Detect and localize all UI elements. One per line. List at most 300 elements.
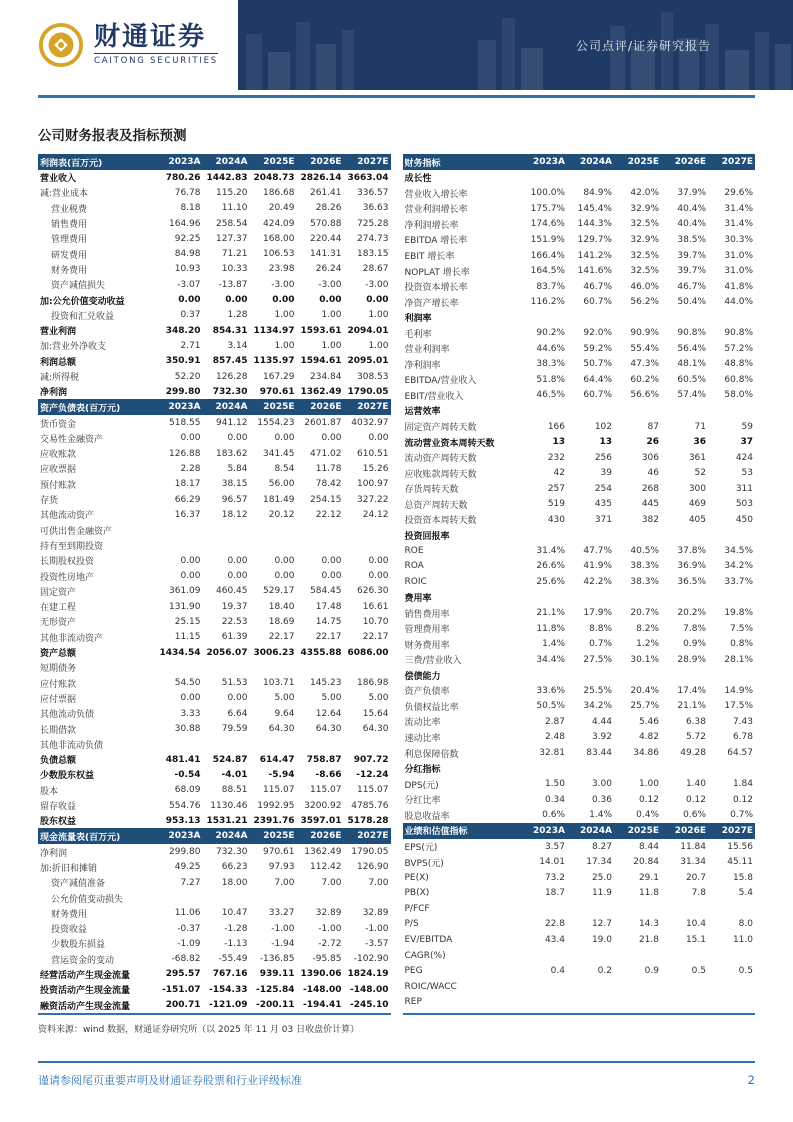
row-value: 47.3% [630, 359, 659, 370]
table-row [403, 605, 756, 621]
row-label: 财务费用 [51, 909, 88, 920]
row-value: 1134.97 [253, 325, 295, 336]
row-value: 51.8% [536, 374, 565, 385]
row-value: 38.3% [630, 561, 659, 572]
table-row [403, 419, 756, 435]
row-value: 17.9% [583, 608, 612, 619]
row-value: 102 [594, 421, 612, 432]
row-value: 1390.06 [300, 969, 342, 980]
row-value: 55.4% [630, 343, 659, 354]
year-column-header: 2023A [532, 157, 565, 167]
row-label: 销售费用 [51, 220, 88, 231]
table-row [403, 543, 756, 559]
row-label: 投资回报率 [404, 531, 450, 542]
row-value: 40.4% [677, 203, 706, 214]
row-value: 127.37 [216, 233, 248, 244]
row-value: 0.37 [180, 310, 201, 321]
row-value: -3.00 [318, 279, 342, 290]
row-label: 公允价值变动损失 [51, 894, 124, 905]
row-value: 44.0% [724, 297, 753, 308]
row-value: 1434.54 [159, 647, 201, 658]
row-label: 融资活动产生现金流量 [40, 1001, 131, 1012]
row-value: 518.55 [169, 418, 201, 429]
row-value: 14.9% [724, 685, 753, 696]
table-row [403, 886, 756, 902]
row-label: 运营效率 [404, 407, 441, 418]
row-value: 1992.95 [257, 800, 295, 811]
row-label: NOPLAT 增长率 [404, 267, 470, 278]
row-value: 450 [735, 514, 753, 525]
row-value: 71.21 [221, 249, 248, 260]
row-value: 112.42 [310, 862, 342, 873]
row-label: 应收账款 [40, 450, 77, 461]
row-value: 5.84 [227, 463, 248, 474]
row-value: 0.00 [321, 555, 342, 566]
row-value: 970.61 [259, 386, 295, 397]
financial-indicators-table [403, 154, 756, 823]
row-value: 11.84 [680, 841, 706, 852]
table-row [38, 231, 391, 246]
row-value: 350.91 [165, 356, 201, 367]
report-type-label: 公司点评/证券研究报告 [575, 38, 711, 53]
table-row [38, 676, 391, 691]
row-value: 4355.88 [300, 647, 342, 658]
row-value: 7.5% [730, 623, 753, 634]
row-value: 907.72 [353, 754, 389, 765]
row-value: 83.44 [586, 748, 612, 758]
row-label: PEG [404, 966, 423, 977]
year-column-header: 2023A [532, 825, 565, 836]
row-value: 12.7 [591, 919, 612, 930]
row-value: 2094.01 [347, 325, 389, 336]
row-label: 投资和汇兑收益 [51, 311, 115, 322]
row-value: 100.0% [530, 188, 565, 199]
row-label: 财务费用率 [404, 640, 450, 651]
table-row [403, 948, 756, 964]
row-value: 0.00 [368, 571, 389, 582]
row-value: 25.15 [174, 616, 201, 627]
year-column-header: 2026E [310, 402, 342, 413]
row-value: 0.00 [274, 433, 295, 444]
row-value: 45.11 [727, 857, 753, 868]
section-row [403, 761, 756, 777]
row-value: 30.1% [630, 654, 659, 665]
row-label: 资产减值准备 [51, 879, 106, 890]
row-value: 60.7% [583, 390, 612, 401]
table-row [403, 294, 756, 310]
row-value: 46.0% [630, 281, 659, 292]
row-value: 0.5 [738, 966, 753, 977]
row-value: 8.54 [274, 463, 295, 474]
row-value: 166 [547, 421, 565, 432]
row-value: 84.9% [583, 188, 612, 199]
row-value: 14.75 [315, 616, 342, 627]
row-value: 64.4% [583, 374, 612, 385]
row-value: 32.5% [630, 266, 659, 277]
row-value: 0.00 [227, 433, 248, 444]
row-value: 115.20 [216, 187, 248, 198]
row-value: 0.00 [180, 433, 201, 444]
table-row [403, 699, 756, 715]
row-value: -125.84 [256, 984, 295, 995]
row-label: 存货 [40, 496, 59, 507]
row-value: 336.57 [357, 187, 389, 198]
table-row [403, 792, 756, 808]
cash-flow-table [38, 828, 391, 1012]
row-value: 20.84 [633, 857, 659, 868]
row-value: 106.53 [263, 249, 295, 260]
table-row [38, 170, 391, 185]
table-row [403, 963, 756, 979]
table-row [403, 217, 756, 233]
table-row [38, 783, 391, 798]
row-value: 7.27 [180, 877, 201, 888]
row-value: 60.5% [677, 374, 706, 385]
table-row [403, 636, 756, 652]
row-value: 60.7% [583, 297, 612, 308]
row-value: -121.09 [209, 1000, 248, 1011]
row-value: 2095.01 [347, 356, 389, 367]
row-value: 36.63 [362, 203, 389, 214]
row-label: 少数股东权益 [40, 771, 95, 782]
table-row [403, 932, 756, 948]
row-value: 5.72 [685, 732, 706, 743]
row-value: 732.30 [212, 386, 248, 397]
row-value: 471.02 [310, 448, 342, 459]
row-value: 256 [594, 452, 612, 463]
row-value: 1.2% [636, 639, 659, 650]
row-value: 0.5 [691, 966, 706, 977]
table-row [38, 201, 391, 216]
row-label: 流动比率 [404, 718, 441, 729]
row-value: 90.9% [630, 328, 659, 339]
row-value: 445 [641, 499, 659, 510]
row-value: 126.28 [216, 371, 248, 382]
row-value: 0.00 [227, 693, 248, 704]
row-value: 2.48 [544, 732, 565, 743]
row-value: 1442.83 [206, 172, 248, 183]
cash_flow-header-row [38, 828, 391, 844]
row-value: 47.7% [583, 545, 612, 556]
row-value: 0.00 [274, 571, 295, 582]
row-value: 6086.00 [347, 647, 389, 658]
row-value: 524.87 [212, 754, 248, 765]
table-row [38, 767, 391, 782]
row-value: 1130.46 [210, 800, 248, 811]
row-value: -95.85 [312, 954, 342, 965]
row-label: CAGR(%) [404, 950, 446, 961]
row-value: 361.09 [169, 586, 201, 597]
row-value: 268 [641, 483, 659, 494]
row-label: 应付账款 [40, 679, 77, 690]
row-value: -13.87 [218, 279, 248, 290]
table-row [403, 388, 756, 404]
row-value: 725.28 [357, 218, 389, 229]
row-value: 27.5% [583, 654, 612, 665]
row-label: 净资产增长率 [404, 298, 459, 309]
table-row [38, 431, 391, 446]
row-value: -1.13 [224, 938, 248, 949]
row-value: -1.94 [271, 938, 295, 949]
section-row [403, 170, 756, 186]
row-label: 营业利润增长率 [404, 205, 468, 216]
row-label: 减:所得税 [40, 373, 80, 383]
row-label: 固定资产 [40, 587, 77, 598]
row-label: 其他流动负债 [40, 710, 95, 721]
row-value: 181.49 [263, 494, 295, 505]
row-value: 308.53 [357, 371, 389, 382]
row-value: -1.00 [271, 923, 295, 934]
row-value: -8.66 [315, 769, 342, 780]
row-label: 少数股东损益 [51, 940, 106, 951]
row-value: 26 [646, 437, 659, 448]
row-label: 交易性金融资产 [40, 434, 104, 445]
row-value: 0.34 [544, 794, 565, 805]
row-value: 306 [641, 452, 659, 463]
row-value: 1790.05 [347, 386, 389, 397]
row-value: 2826.14 [300, 172, 342, 183]
row-value: -68.82 [171, 954, 201, 965]
row-value: 141.6% [577, 266, 612, 277]
table-row [38, 630, 391, 645]
table-title: 现金流量表(百万元) [40, 832, 121, 843]
row-label: REP [404, 997, 422, 1008]
row-value: 1.00 [368, 340, 389, 351]
row-value: 28.26 [315, 203, 342, 214]
table-row [38, 338, 391, 353]
row-value: 10.47 [221, 908, 248, 919]
year-column-header: 2027E [357, 831, 389, 842]
row-label: 长期股权投资 [40, 557, 95, 568]
income_statement-header-row [38, 154, 391, 170]
row-value: 57.4% [677, 390, 706, 401]
row-value: 0.9 [644, 966, 659, 977]
row-value: 5178.28 [347, 815, 389, 826]
row-value: 232 [547, 452, 565, 463]
row-value: 469 [688, 499, 706, 510]
row-value: 164.5% [530, 266, 565, 277]
row-value: 0.00 [368, 555, 389, 566]
row-label: 股东权益 [40, 817, 77, 828]
row-value: 183.62 [216, 448, 248, 459]
row-value: 7.00 [274, 877, 295, 888]
row-value: 11.15 [174, 632, 201, 643]
year-column-header: 2026E [310, 157, 342, 167]
section-row [403, 590, 756, 606]
table-row [38, 967, 391, 982]
row-value: 59 [741, 421, 753, 432]
row-value: 73.2 [544, 872, 565, 883]
row-value: 0.00 [272, 295, 295, 306]
row-value: 424 [735, 452, 753, 463]
row-value: 32.5% [630, 250, 659, 261]
row-label: 无形资产 [40, 618, 77, 629]
row-value: 60.8% [724, 374, 753, 385]
table-title: 利润表(百万元) [40, 158, 103, 169]
row-value: 78.42 [315, 479, 342, 490]
row-value: 36 [693, 437, 706, 448]
table-row [38, 415, 391, 430]
table-row [403, 901, 756, 917]
row-label: 加:公允价值变动收益 [40, 296, 125, 307]
row-value: 6.64 [227, 708, 248, 719]
row-value: 11.8% [536, 623, 565, 634]
row-value: 12.64 [315, 708, 342, 719]
row-value: 0.12 [638, 794, 659, 805]
row-value: 71 [694, 421, 706, 432]
row-label: BVPS(元) [404, 858, 444, 869]
valuation-header-row [403, 823, 756, 839]
row-value: 614.47 [259, 754, 295, 765]
page-footer [38, 1072, 755, 1088]
row-value: 25.5% [583, 685, 612, 696]
row-label: 其他非流动资产 [40, 633, 104, 644]
section-row [403, 668, 756, 684]
row-value: 4.44 [591, 716, 612, 727]
row-value: 0.00 [321, 433, 342, 444]
row-value: 529.17 [263, 586, 295, 597]
row-value: 261.41 [310, 187, 342, 198]
row-value: 31.4% [536, 545, 565, 556]
row-value: 0.00 [274, 555, 295, 566]
row-label: 投资资本周转天数 [404, 516, 477, 527]
row-value: 3200.92 [304, 800, 342, 811]
row-value: 0.00 [227, 571, 248, 582]
section-row [403, 528, 756, 544]
row-value: 4.82 [638, 732, 659, 743]
row-value: 92.0% [583, 328, 612, 339]
row-value: 126.90 [357, 862, 389, 873]
row-value: 46 [647, 468, 659, 479]
row-value: 254 [594, 483, 612, 494]
row-value: 11.8 [638, 888, 659, 899]
row-label: 总资产周转天数 [404, 500, 468, 511]
row-value: 11.9 [591, 888, 612, 899]
year-column-header: 2025E [263, 831, 295, 842]
row-value: 17.34 [586, 857, 612, 868]
row-value: 34.4% [536, 654, 565, 665]
section-row [403, 310, 756, 326]
row-value: 22.53 [221, 616, 248, 627]
row-value: 20.49 [268, 203, 295, 214]
row-value: 0.7% [730, 810, 753, 821]
row-value: 2601.87 [304, 418, 342, 429]
row-value: 50.7% [583, 359, 612, 370]
table-row [38, 568, 391, 583]
row-value: 14.3 [638, 919, 659, 930]
table-row [38, 890, 391, 905]
row-value: 435 [594, 499, 612, 510]
row-value: 76.78 [174, 187, 201, 198]
row-value: 186.98 [357, 678, 389, 689]
row-label: PB(X) [404, 888, 430, 899]
row-value: 32.9% [630, 234, 659, 245]
row-value: -245.10 [350, 1000, 389, 1011]
row-value: 15.1 [685, 935, 706, 946]
row-value: 10.33 [221, 264, 248, 275]
row-value: 21.8 [638, 935, 659, 946]
row-value: 145.4% [577, 203, 612, 214]
row-value: 382 [641, 514, 659, 525]
row-value: 52 [694, 468, 706, 479]
table-row [38, 997, 391, 1012]
row-label: EBITDA/营业收入 [404, 376, 477, 387]
row-value: 30.88 [174, 724, 201, 735]
brand-name-en: CAITONG SECURITIES [94, 53, 218, 66]
row-value: -55.49 [218, 954, 248, 965]
row-label: 三费/营业收入 [404, 656, 462, 667]
table-row [403, 465, 756, 481]
year-column-header: 2023A [168, 831, 201, 842]
row-value: 2048.73 [253, 172, 295, 183]
table-title: 业绩和估值指标 [404, 827, 468, 838]
row-label: 营运资金的变动 [51, 955, 115, 966]
row-value: 626.30 [357, 586, 389, 597]
row-value: 5.4 [738, 888, 753, 899]
row-value: 234.84 [310, 371, 342, 382]
row-value: 1.4% [589, 810, 612, 821]
row-value: 21.1% [536, 608, 565, 619]
row-value: 6.78 [732, 732, 753, 743]
row-value: 34.2% [583, 701, 612, 712]
table-row [403, 994, 756, 1010]
row-value: 115.07 [357, 785, 389, 796]
balance_sheet-header-row [38, 399, 391, 415]
row-value: 87 [647, 421, 659, 432]
row-value: 25.7% [630, 701, 659, 712]
row-value: 758.87 [306, 754, 342, 765]
row-value: 16.61 [362, 601, 389, 612]
row-value: 18.17 [174, 479, 201, 490]
row-label: ROA [404, 561, 424, 572]
row-value: 46.7% [583, 281, 612, 292]
row-value: 1.50 [544, 779, 565, 790]
row-value: 1.84 [732, 779, 753, 790]
row-value: 144.3% [577, 219, 612, 230]
row-value: 17.4% [677, 685, 706, 696]
table-row [403, 232, 756, 248]
row-value: 1554.23 [257, 418, 295, 429]
row-value: 164.96 [169, 218, 201, 229]
row-value: 28.67 [362, 264, 389, 275]
row-value: 1362.49 [304, 847, 342, 858]
row-value: 116.2% [530, 297, 565, 308]
table-title: 财务指标 [404, 158, 441, 169]
row-label: 研发费用 [51, 250, 88, 261]
table-row [403, 559, 756, 575]
row-value: 610.51 [357, 448, 389, 459]
row-value: 37.8% [677, 545, 706, 556]
table-row [38, 875, 391, 890]
row-value: 220.44 [310, 233, 342, 244]
table-row [403, 357, 756, 373]
row-value: 56.4% [677, 343, 706, 354]
row-value: 50.5% [536, 701, 565, 712]
row-value: 0.00 [321, 571, 342, 582]
row-value: 8.0 [738, 919, 753, 930]
row-value: -136.85 [259, 954, 295, 965]
row-value: 254.15 [310, 494, 342, 505]
row-value: 46.5% [536, 390, 565, 401]
table-row [403, 621, 756, 637]
row-value: 299.80 [169, 847, 201, 858]
row-value: 33.6% [536, 685, 565, 696]
row-value: 20.7% [630, 608, 659, 619]
row-value: 60.2% [630, 374, 659, 385]
row-label: 应付票据 [40, 694, 77, 705]
row-label: 营业利润 [40, 327, 77, 338]
row-label: 净利润率 [404, 360, 441, 371]
